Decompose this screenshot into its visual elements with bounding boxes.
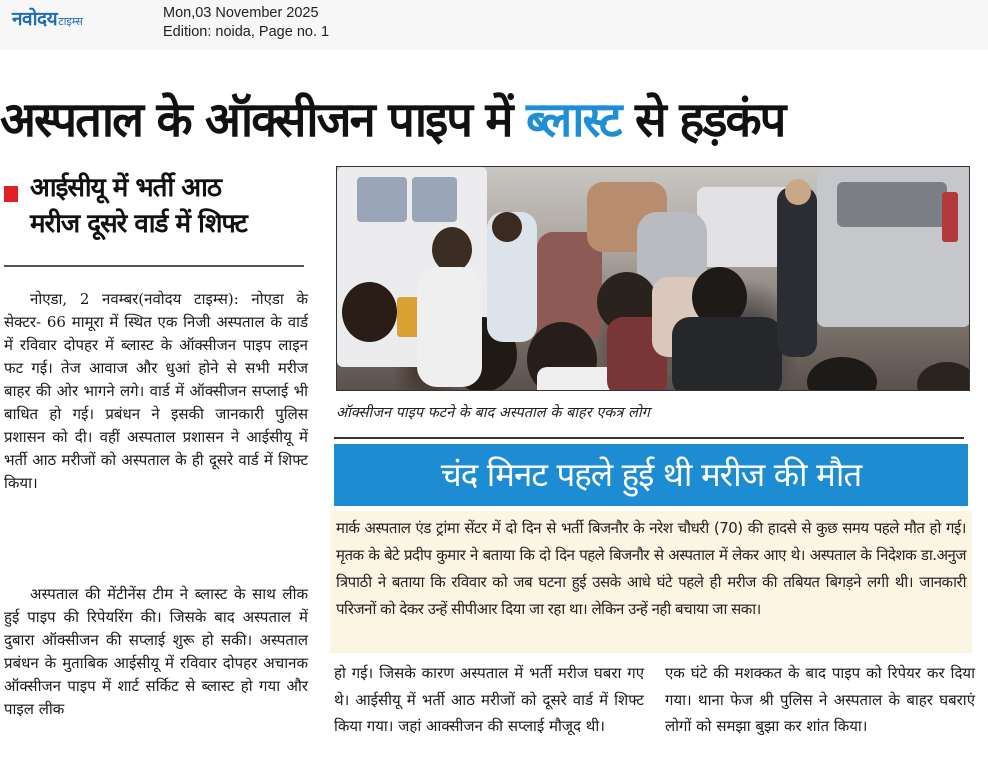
person-head <box>342 282 397 342</box>
subheadline-line2: मरीज दूसरे वार्ड में शिफ्ट <box>30 209 247 239</box>
edition-page: Edition: noida, Page no. 1 <box>163 24 330 40</box>
logo-main-text: नवोदय <box>12 8 58 30</box>
headline-part2: से हड़कंप <box>620 92 785 148</box>
main-headline <box>0 82 968 158</box>
story-paragraph-1 <box>4 288 308 495</box>
headline-part1: अस्पताल के ऑक्सीजन पाइप में <box>0 92 526 148</box>
story-continuation-middle: हो गई। जिसके कारण अस्पताल में भर्ती मरीज घबरा गए थे। आईसीयू में भर्ती आठ मरीजों को दूसरे वार्ड में शिफ्ट किया गया। जहां आक्सीजन की सप्लाई मौजूद थी। <box>334 664 644 735</box>
subheadline-divider <box>4 265 304 267</box>
sidebar-story-text: मार्क अस्पताल एंड ट्रांमा सेंटर में दो दिन से भर्ती बिजनौर के नरेश चौधरी (70) की हादसे से कुछ समय पहले मौत हो गई। मृतक के बेटे प्रदीप कुमार ने बताया कि दो दिन पहले बिजनौर से अस्पताल में लेकर आए थे। अस्पताल के निदेशक डा.अनुज त्रिपाठी ने बताया कि रविवार को जब घटना हुई उसके आधे घंटे पहले ही मरीज की तबियत बिगड़ने लगी थी। जानकारी परिजनों को देकर उन्हें सीपीआर दिया जा रहा था। लेकिन उन्हें नही बचाया जा सका। <box>336 519 966 618</box>
masthead-bar <box>0 0 988 50</box>
logo-sub-text: टाइम्स <box>58 15 83 28</box>
headline-accent: ब्लास्ट <box>525 92 621 148</box>
caption-divider <box>334 437 964 439</box>
photo-caption: ऑक्सीजन पाइप फटने के बाद अस्पताल के बाहर एकत्र लोग <box>336 405 650 421</box>
red-square-bullet-icon <box>4 186 18 202</box>
edition-date: Mon,03 November 2025 <box>163 5 319 21</box>
left-column <box>0 170 320 718</box>
story-paragraph-2-text: अस्पताल की मेंटीनेंस टीम ने ब्लास्ट के साथ लीक हुई पाइप की रिपेयरिंग की। जिसके बाद अस्पताल में दुबारा ऑक्सीजन की सप्लाई शुरू हो सकी। अस्पताल प्रबंधन के मुताबिक आईसीयू में रविवार दोपहर अचानक ऑक्सीजन पाइप में शार्ट सर्किट से ब्लास्ट हो गया और पाइल लीक <box>4 585 308 718</box>
news-photo[interactable] <box>336 166 970 391</box>
sidebar-story-headline: चंद मिनट पहले हुई थी मरीज की मौत <box>334 444 968 506</box>
newspaper-logo[interactable] <box>12 9 83 29</box>
sidebar-story-box <box>330 511 972 653</box>
story-paragraph-1-text: नोएडा, 2 नवम्बर(नवोदय टाइम्स): नोएडा के सेक्टर- 66 मामूरा में स्थित एक निजी अस्पताल के वार्ड में रविवार दोपहर में ब्लास्ट के ऑक्सीजन पाइप लाइन फट गई। तेज आवाज और धुआं होने से सभी मरीज बाहर की ओर भागने लगे। वार्ड में ऑक्सीजन सप्लाई भी बाधित हो गई। प्रबंधन ने इसकी जानकारी पुलिस प्रशासन को दी। वहीं अस्पताल प्रशासन ने आईसीयू में भर्ती आठ मरीजों को अस्पताल के ही दूसरे वार्ड में शिफ्ट किया। <box>4 290 308 492</box>
story-continuation-right: एक घंटे की मशक्कत के बाद पाइप को रिपेयर कर दिया गया। थाना फेज श्री पुलिस ने अस्पताल के बाहर घबराएं लोगों को समझा बुझा कर शांत किया। <box>665 664 975 735</box>
story-paragraph-2 <box>4 583 308 721</box>
subheadline-line1: आईसीयू में भर्ती आठ <box>30 173 221 203</box>
subheadline <box>0 170 320 242</box>
edition-info <box>163 4 329 42</box>
